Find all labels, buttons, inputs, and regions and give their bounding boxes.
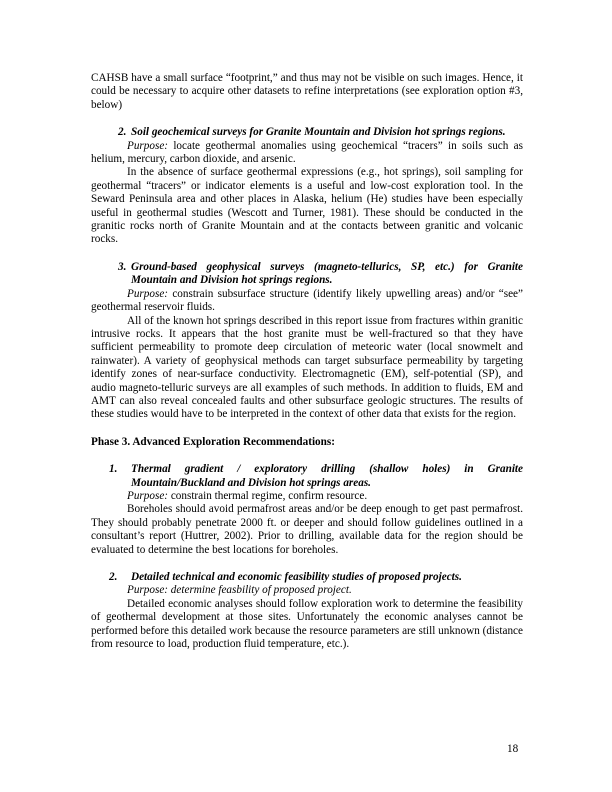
purpose-line — [91, 584, 523, 597]
purpose-line — [91, 140, 523, 167]
item-title: Soil geochemical surveys for Granite Mountain and Division hot springs regions. — [131, 126, 506, 139]
purpose-line — [91, 288, 523, 315]
page-number: 18 — [507, 743, 519, 755]
purpose-text: constrain thermal regime, confirm resource. — [168, 489, 368, 502]
purpose-label: Purpose: — [127, 287, 169, 300]
purpose-label: Purpose: determine feasbility of proposed project. — [127, 584, 352, 597]
phase-heading: Phase 3. Advanced Exploration Recommendations: — [91, 435, 335, 448]
item-number: 2. — [118, 126, 127, 139]
item-number: 1. — [109, 463, 118, 476]
item-title: Thermal gradient / exploratory drilling (shallow holes) in Granite Mountain/Buckland and Division hot springs areas. — [131, 463, 523, 489]
item-title: Ground-based geophysical surveys (magneto-tellurics, SP, etc.) for Granite Mountain and Division hot springs regions. — [131, 260, 523, 287]
item-body: Boreholes should avoid permafrost areas and/or be deep enough to get past permafrost. They should probably penetrate 2000 ft. or deeper and should follow guidelines outlined in a consultant’s report (Huttrer, 2002). Prior to drilling, available data for the region should be evaluated to determine the best locations for boreholes. — [91, 503, 523, 556]
item-heading — [91, 463, 523, 490]
purpose-label: Purpose: — [127, 489, 169, 502]
item-heading — [91, 261, 523, 288]
item-body: All of the known hot springs described in this report issue from fractures within granitic intrusive rocks. It appears that the host granite must be well-fractured so that they have sufficient permeability to promote deep circulation of meteoric water (local snowmelt and rainwater). A variety of geophysical methods can target subsurface permeability by targeting identify zones of near-surface conductivity. Electromagnetic (EM), self-potential (SP), and audio magneto-telluric surveys are all examples of such methods. In addition to fluids, EM and AMT can also reveal concealed faults and other subsurface geologic structures. The results of these studies would have to be interpreted in the context of other data that exists for the region. — [91, 314, 523, 421]
purpose-text: locate geothermal anomalies using geochemical “tracers” in soils such as helium, mercury, carbon dioxide, and arsenic. — [91, 139, 523, 166]
item-body: In the absence of surface geothermal expressions (e.g., hot springs), soil sampling for geothermal “tracers” or indicator elements is a useful and low-cost exploration tool. In the Seward Peninsula area and other places in Alaska, helium (He) studies have been especially useful in geothermal studies (Wescott and Turner, 1981). These should be conducted in the granitic rocks north of Granite Mountain and at the contacts between granitic and volcanic rocks. — [91, 166, 523, 246]
document-page — [91, 72, 523, 651]
intro-paragraph: CAHSB have a small surface “footprint,” and thus may not be visible on such images. Hence, it could be necessary to acquire other datasets to refine interpretations (see exploration option #3, below) — [91, 72, 523, 111]
purpose-text: constrain subsurface structure (identify likely upwelling areas) and/or “see” geothermal reservoir fluids. — [91, 287, 523, 314]
item-heading — [91, 126, 523, 139]
item-body: Detailed economic analyses should follow exploration work to determine the feasibility of geothermal development at those sites. Unfortunately the economic analyses cannot be performed before this detailed work because the resource parameters are still unknown (distance from resource to load, production fluid temperature, etc.). — [91, 597, 523, 651]
purpose-line — [91, 490, 523, 503]
item-number: 3. — [118, 260, 127, 273]
purpose-label: Purpose: — [127, 139, 169, 152]
item-number: 2. — [109, 571, 118, 583]
item-heading — [91, 571, 523, 584]
item-title: Detailed technical and economic feasibility studies of proposed projects. — [131, 571, 462, 583]
